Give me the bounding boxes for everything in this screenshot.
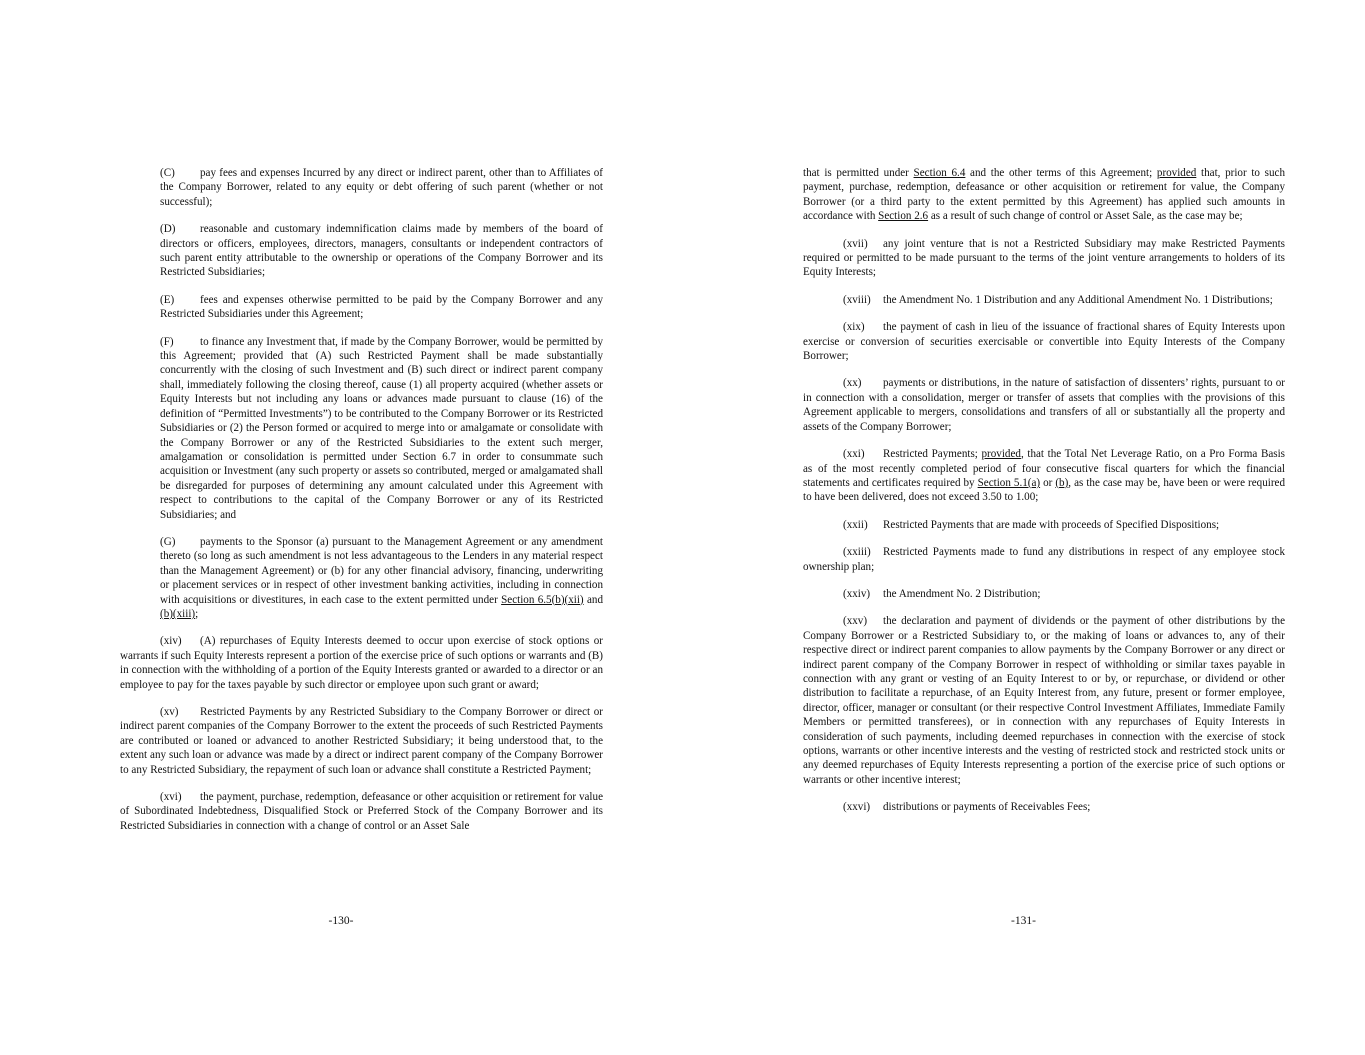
clause-text: ; [195,607,199,620]
clause-label: (xvi) [160,791,182,804]
clause-e [160,293,603,322]
section-reference-link[interactable]: (b) [1055,476,1069,489]
clause-text: the payment of cash in lieu of the issuance of fractional shares of Equity Interests upon exercise or conversion of securities exercisable or convertible into Equity Interests of the Company Borrower; [803,321,1285,363]
clause-text: distributions or payments of Receivables Fees; [883,801,1091,814]
clause-text: to finance any Investment that, if made by the Company Borrower, would be permitted by this Agreement; provided that (A) such Restricted Payment shall be made substantially concurrently with the closing of such Investment and (B) such direct or indirect parent company shall, immediately following the closing thereof, cause (1) all property acquired (whether assets or Equity Interests but not including any loans or advances made pursuant to clause (16) of the definition of “Permitted Investments”) to be contributed to the Company Borrower or its Restricted Subsidiaries or (2) the Person formed or acquired to merge into or amalgamate or consolidate with the Company Borrower or any of the Restricted Subsidiaries to the extent such merger, amalgamation or consolidation is permitted under Section 6.7 in order to consummate such acquisition or Investment (any such property or assets so contributed, merged or amalgamated shall be disregarded for purposes of determining any amount calculated under this Agreement with respect to contributions to the capital of the Company Borrower or any of its Restricted Subsidiaries; and [160,335,603,521]
clause-f [160,335,603,522]
clause-xxv [803,614,1285,787]
clause-label: (xix) [843,321,865,334]
clause-xxi [803,447,1285,505]
clause-text: pay fees and expenses Incurred by any direct or indirect parent, other than to Affiliates of the Company Borrower, related to any equity or debt offering of such parent (whether or not successful); [160,167,603,208]
clause-label: (D) [160,223,176,236]
clause-xxiv [803,587,1285,601]
left-page-body [120,166,603,846]
clause-label: (xxv) [843,615,868,628]
section-reference-link[interactable]: Section 6.4 [913,167,966,179]
clause-label: (C) [160,167,175,179]
clause-text: (A) repurchases of Equity Interests deemed to occur upon exercise of stock options or warrants if such Equity Interests represent a portion of the exercise price of such options or warrants and (B) in connection with the withholding of a portion of the Equity Interests granted or awarded to a director or an employee to pay for the taxes payable by such director or employee upon such grant or award; [120,635,603,691]
page-number: -130- [328,915,354,927]
clause-text: the declaration and payment of dividends or the payment of other distributions by the Company Borrower or a Restricted Subsidiary to, or the making of loans or advances to, any of their respective direct or indirect parent companies to allow payments by the Company Borrower or any direct or indirect parent company of the Company Borrower in respect of withholding or similar taxes payable in connection with any grant or vesting of an Equity Interest to or by, or repurchase, or dividend or other distribution to facilitate a repurchase, of an Equity Interest from, any future, present or former employee, director, officer, manager or consultant (or their respective Control Investment Affiliates, Immediate Family Members or permitted transferees), or in connection with any repurchases of Equity Interests in consideration of such payments, including deemed repurchases in connection with the exercise of stock options, warrants or other incentive interests and the vesting of restricted stock and restricted stock units or any deemed repurchases of Equity Interests representing a portion of the exercise price of such options or warrants or other incentive interest; [803,615,1285,786]
provided-term: provided [1156,167,1197,179]
clause-label: (xxiv) [843,587,871,600]
section-reference-link[interactable]: Section 2.6 [878,210,929,223]
clause-text: Restricted Payments; [883,448,982,461]
clause-label: (xviii) [843,293,871,306]
clause-text: and the other terms of this Agreement; [965,167,1157,179]
clause-text: payments to the Sponsor (a) pursuant to the Management Agreement or any amendment thereto (so long as such amendment is not less advantageous to the Lenders in any material respect than the Management Agreement) or (b) for any other financial advisory, financing, underwriting or placement services or in respect of other investment banking activities, including in connection with acquisitions or divestitures, in each case to the extent permitted under [160,535,603,606]
clause-text: payments or distributions, in the nature of satisfaction of dissenters’ rights, pursuant to or in connection with a consolidation, merger or transfer of assets that complies with the provisions of this Agreement applicable to mergers, consolidations and transfers of all or substantially all the property and assets of the Company Borrower; [803,377,1285,433]
clause-label: (G) [160,535,176,548]
clause-text: the Amendment No. 2 Distribution; [883,587,1041,600]
left-page [0,0,682,1055]
clause-text: any joint venture that is not a Restricted Subsidiary may make Restricted Payments required or permitted to be made pursuant to the terms of the joint venture arrangements to holders of its Equity Interests; [803,237,1285,279]
clause-xvii [803,237,1285,280]
clause-text: and [583,593,604,606]
right-page [682,0,1365,1055]
clause-xx [803,376,1285,434]
clause-xvi [120,790,603,833]
clause-xxii [803,518,1285,532]
clause-label: (xv) [160,706,179,718]
section-reference-link[interactable]: (b)(xiii) [160,607,196,620]
clause-label: (E) [160,293,175,306]
clause-label: (F) [160,335,174,348]
clause-text: as a result of such change of control or Asset Sale, as the case may be; [928,210,1243,223]
clause-xv [120,705,603,777]
clause-label: (xxiii) [843,546,871,559]
clause-label: (xxvi) [843,801,871,814]
provided-term: provided [981,448,1021,461]
clause-text: Restricted Payments by any Restricted Subsidiary to the Company Borrower or direct or indirect parent companies of the Company Borrower to the extent the proceeds of such Restricted Payments are contributed or loaned or advanced to another Restricted Subsidiary; it being understood that, to the extent any such loan or advance was made by a direct or indirect parent company of the Company Borrower to any Restricted Subsidiary, the repayment of such loan or advance shall constitute a Restricted Payment; [120,706,603,776]
clause-text: Restricted Payments that are made with proceeds of Specified Dispositions; [883,518,1220,531]
clause-text: fees and expenses otherwise permitted to be paid by the Company Borrower and any Restricted Subsidiaries under this Agreement; [160,293,603,321]
clause-text: that is permitted under [803,167,914,179]
clause-d [160,222,603,280]
clause-xxiii [803,545,1285,574]
page-number: -131- [1011,915,1036,927]
clause-label: (xvii) [843,237,868,250]
clause-xiv [120,634,603,692]
clause-xvi-continuation [803,166,1285,224]
clause-g [160,535,603,621]
clause-xxvi [803,800,1285,814]
right-page-body [803,166,1285,828]
clause-text: Restricted Payments made to fund any distributions in respect of any employee stock ownership plan; [803,546,1285,573]
clause-label: (xxi) [843,448,865,461]
section-reference-link[interactable]: Section 5.1(a) [977,476,1041,489]
clause-xix [803,320,1285,363]
clause-label: (xiv) [160,635,182,648]
clause-text: the payment, purchase, redemption, defeasance or other acquisition or retirement for value of Subordinated Indebtedness, Disqualified Stock or Preferred Stock of the Company Borrower and its Restricted Subsidiaries in connection with a change of control or an Asset Sale [120,791,603,832]
clause-text: or [1040,476,1056,489]
clause-c [160,166,603,209]
clause-text: , as the case may be, have been or were required to have been delivered, does not exceed 3.50 to 1.00; [803,476,1286,504]
clause-label: (xx) [843,377,862,390]
clause-xviii [803,293,1285,307]
clause-label: (xxii) [843,518,868,531]
clause-text: , that the Total Net Leverage Ratio, on a Pro Forma Basis as of the most recently completed period of four consecutive fiscal quarters for which the financial statements and certificates required by [803,448,1285,489]
clause-text: reasonable and customary indemnification claims made by members of the board of directors or officers, employees, directors, managers, consultants or independent contractors of such parent entity attributable to the ownership or operations of the Company Borrower and its Restricted Subsidiaries; [160,223,603,279]
section-reference-link[interactable]: Section 6.5(b)(xii) [501,593,584,606]
clause-text: that, prior to such payment, purchase, redemption, defeasance or other acquisition or retirement for value, the Company Borrower (or a third party to the extent permitted by this Agreement) has applied such amounts in accordance with [803,167,1285,223]
clause-text: the Amendment No. 1 Distribution and any Additional Amendment No. 1 Distributions; [883,293,1273,306]
